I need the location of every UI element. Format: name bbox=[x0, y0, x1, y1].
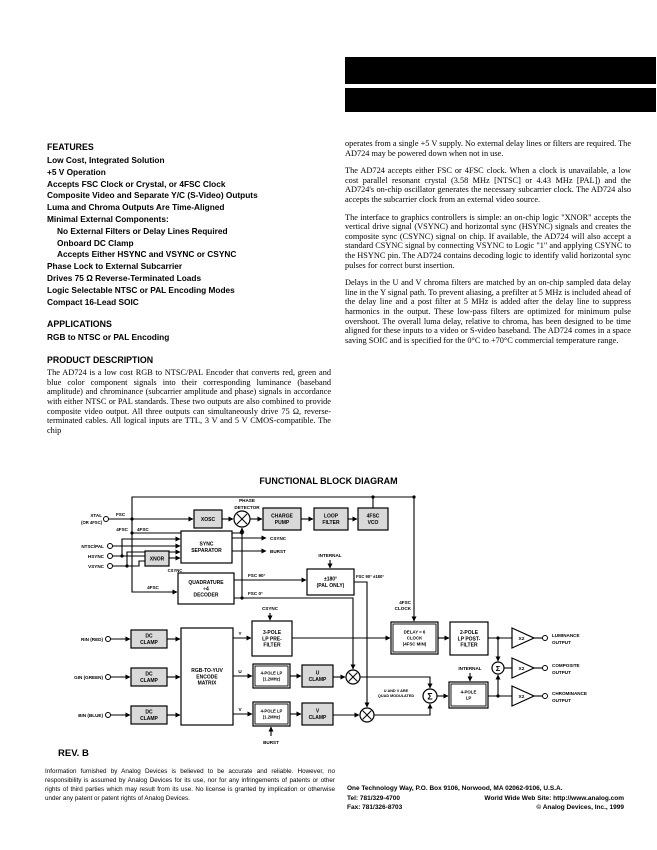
junction-dot bbox=[130, 517, 133, 520]
charge-pump-label: CHARGE bbox=[271, 513, 293, 520]
diagram-label: FSC bbox=[116, 512, 126, 517]
diagram-label: BIN (BLUE) bbox=[78, 713, 103, 718]
delay-line-label: CLOCK bbox=[406, 635, 423, 641]
pre-filter-label: 3-POLE bbox=[262, 629, 282, 636]
sync-separator-label: SEPARATOR bbox=[191, 547, 222, 554]
pin-terminal bbox=[108, 564, 113, 569]
diagram-label: LUMINANCE bbox=[552, 633, 580, 638]
diagram-label: CSYNC bbox=[167, 568, 183, 573]
post-filter-label: FILTER bbox=[460, 642, 478, 649]
dc-clamp-g-label: CLAMP bbox=[140, 677, 158, 684]
address-block bbox=[347, 784, 624, 813]
diagram-label: GIN (GREEN) bbox=[74, 675, 103, 680]
pin-terminal bbox=[106, 713, 111, 718]
sync-separator-label: SYNC bbox=[199, 541, 214, 548]
junction-dot bbox=[371, 495, 374, 498]
list-item: No External Filters or Delay Lines Required bbox=[57, 225, 228, 236]
loop-filter-label: FILTER bbox=[322, 519, 340, 526]
pin-terminal bbox=[108, 544, 113, 549]
diagram-label: CLOCK bbox=[394, 606, 411, 611]
chroma-filter-label: LP bbox=[465, 695, 472, 701]
wire bbox=[374, 704, 430, 715]
luma-amp-gain-label: X2 bbox=[518, 636, 525, 642]
diagram-label: OUTPUT bbox=[552, 670, 571, 675]
u-filter-label: (1.2MHz) bbox=[262, 676, 281, 682]
delay-line-label: DELAY ≈ 6 bbox=[403, 629, 426, 635]
u-clamp-label: CLAMP bbox=[308, 676, 327, 683]
dc-clamp-b-label: CLAMP bbox=[140, 715, 158, 722]
diagram-label: HSYNC bbox=[87, 554, 104, 559]
vco-label: 4FSC bbox=[366, 513, 380, 520]
diagram-label: QUAD MODULATED bbox=[377, 694, 415, 698]
v-filter-label: (1.2MHz) bbox=[262, 714, 281, 720]
diagram-label: INTERNAL bbox=[458, 666, 482, 671]
quad-decoder-label: DECODER bbox=[193, 592, 219, 599]
junction-dot bbox=[125, 564, 128, 567]
diagram-label: XTAL bbox=[90, 513, 102, 518]
applications-heading: APPLICATIONS bbox=[47, 319, 112, 330]
fax: Fax: 781/326-8703 bbox=[347, 804, 403, 812]
product-description-heading: PRODUCT DESCRIPTION bbox=[47, 355, 154, 366]
list-item: Compact 16-Lead SOIC bbox=[47, 296, 139, 307]
telephone: Tel: 781/329-4700 bbox=[347, 794, 400, 802]
diagram-label: FSC 90° bbox=[248, 573, 266, 578]
junction-dot bbox=[412, 495, 415, 498]
delay-line-label: (4FSC MIN) bbox=[402, 641, 427, 647]
composite-sum-sigma: Σ bbox=[495, 664, 501, 673]
diagram-label: OUTPUT bbox=[552, 640, 571, 645]
encode-matrix-label: RGB-TO-YUV bbox=[191, 667, 223, 674]
loop-filter-label: LOOP bbox=[323, 513, 339, 520]
post-filter-label: LP POST- bbox=[457, 636, 481, 643]
list-item: Drives 75 Ω Reverse-Terminated Loads bbox=[47, 272, 202, 283]
v-filter-label: 4-POLE LP bbox=[260, 708, 283, 714]
list-item: Logic Selectable NTSC or PAL Encoding Modes bbox=[47, 284, 235, 295]
diagram-label: FSC 0° bbox=[248, 591, 263, 596]
junction-dot bbox=[496, 694, 499, 697]
dc-clamp-r-label: DC bbox=[145, 633, 153, 640]
diagram-label: RIN (RED) bbox=[81, 637, 103, 642]
u-filter-label: 4-POLE LP bbox=[260, 670, 283, 676]
list-item: Luma and Chroma Outputs Are Time-Aligned bbox=[47, 202, 225, 213]
diagram-label: DETECTOR bbox=[234, 505, 260, 510]
diagram-label: 4FSC bbox=[399, 600, 411, 605]
pal-switch-label: ±180° bbox=[323, 576, 338, 583]
pin-terminal bbox=[543, 636, 548, 641]
charge-pump-label: PUMP bbox=[274, 519, 290, 526]
website: World Wide Web Site: http://www.analog.com bbox=[484, 794, 624, 802]
diagram-label: CSYNC bbox=[270, 536, 287, 541]
diagram-label: BURST bbox=[263, 740, 279, 745]
chroma-amp-gain-label: X2 bbox=[518, 694, 525, 700]
wire bbox=[354, 582, 367, 707]
pal-switch-label: (PAL ONLY) bbox=[316, 582, 345, 589]
pin-terminal bbox=[104, 517, 109, 522]
description-paragraph: The interface to graphics controllers is simple: an on-chip logic "XNOR" accepts the vertical drive signal (VSYNC) and horizontal sync (HSYNC) signals and creates the composite sync (CSYNC) signal on chip. If available, the AD724 will also accept a standard CSYNC signal by connecting VSYNC to Logic "1" and applying CSYNC to the HSYNC pin. The AD724 contains decoding logic to identify valid horizontal sync pulses for correct burst insertion. bbox=[345, 212, 631, 270]
list-item: Onboard DC Clamp bbox=[57, 237, 134, 248]
pre-filter-label: LP PRE- bbox=[262, 636, 282, 643]
copyright: © Analog Devices, Inc., 1999 bbox=[536, 804, 624, 812]
xnor-label: XNOR bbox=[149, 556, 165, 563]
list-item: Phase Lock to External Subcarrier bbox=[47, 261, 183, 272]
pin-terminal bbox=[106, 637, 111, 642]
wire bbox=[360, 677, 430, 688]
diagram-label: U AND V ARE bbox=[383, 689, 409, 693]
dc-clamp-r-label: CLAMP bbox=[140, 639, 158, 646]
v-clamp-label: CLAMP bbox=[308, 714, 327, 721]
quad-decoder-label: ÷4 bbox=[203, 586, 209, 593]
diagram-label: OUTPUT bbox=[552, 698, 571, 703]
diagram-heading: FUNCTIONAL BLOCK DIAGRAM bbox=[259, 476, 398, 486]
description-paragraph: The AD724 accepts either FSC or 4FSC clock. When a clock is unavailable, a low cost parallel resonant crystal (3.58 MHz [NTSC] or 4.43 MHz [PAL]) and the AD724's on-chip oscillator generates the necessary subcarrier clock. The AD724 also accepts the subcarrier clock from an external video source. bbox=[345, 166, 631, 204]
revision-label: REV. B bbox=[58, 748, 89, 759]
address-line: One Technology Way, P.O. Box 9106, Norwood, MA 02062-9106, U.S.A. bbox=[347, 785, 563, 792]
encode-matrix-label: ENCODE bbox=[196, 674, 218, 681]
list-item: Minimal External Components: bbox=[47, 213, 169, 224]
diagram-label: FSC 90° ±180° bbox=[356, 574, 384, 579]
list-item: Accepts Either HSYNC and VSYNC or CSYNC bbox=[57, 249, 237, 260]
junction-dot bbox=[496, 636, 499, 639]
u-clamp-label: U bbox=[315, 670, 320, 677]
v-clamp-label: V bbox=[315, 708, 320, 715]
diagram-label: 4FSC bbox=[137, 527, 149, 532]
list-item: Composite Video and Separate Y/C (S-Video) Outputs bbox=[47, 190, 258, 201]
diagram-label: Y bbox=[238, 631, 242, 636]
junction-dot bbox=[130, 531, 133, 534]
vco-label: VCO bbox=[367, 519, 379, 526]
legal-disclaimer: Information furnished by Analog Devices is believed to be accurate and reliable. However, no responsibility is assumed by Analog Devices for its use, nor for any infringements of patents or other rights of third parties which may result from its use. No license is granted by implication or otherwise under any patent or patent rights of Analog Devices. bbox=[45, 768, 335, 802]
diagram-label: CHROMINANCE bbox=[552, 691, 587, 696]
xosc-label: XOSC bbox=[200, 516, 216, 523]
diagram-label: PHASE bbox=[239, 498, 255, 503]
diagram-label: INTERNAL bbox=[318, 553, 342, 558]
diagram-label: COMPOSITE bbox=[552, 663, 580, 668]
diagram-label: (OR 4FSC) bbox=[81, 520, 102, 525]
list-item: +5 V Operation bbox=[47, 166, 106, 177]
pin-terminal bbox=[543, 694, 548, 699]
diagram-label: BURST bbox=[270, 549, 286, 554]
dc-clamp-g-label: DC bbox=[145, 671, 153, 678]
quad-decoder-label: QUADRATURE bbox=[188, 579, 224, 586]
pre-filter-label: FILTER bbox=[263, 642, 281, 649]
post-filter-label: 2-POLE bbox=[459, 629, 479, 636]
list-item: RGB to NTSC or PAL Encoding bbox=[47, 332, 170, 343]
composite-amp-gain-label: X2 bbox=[518, 666, 525, 672]
junction-dot bbox=[240, 531, 243, 534]
description-paragraph: The AD724 is a low cost RGB to NTSC/PAL Encoder that converts red, green and blue color component signals into their corresponding luminance (baseband amplitude) and chrominance (subcarrier amplitude and phase) signals in accordance with either NTSC or PAL standards. These two outputs are also combined to provide composite video output. All three outputs can simultaneously drive 75 Ω, reverse-terminated cables. All logical inputs are TTL, 3 V and 5 V CMOS-compatible. The chip bbox=[47, 368, 331, 435]
list-item: Low Cost, Integrated Solution bbox=[47, 155, 165, 165]
diagram-label: VSYNC bbox=[88, 564, 104, 569]
list-item: Accepts FSC Clock or Crystal, or 4FSC Clock bbox=[47, 178, 226, 189]
pin-terminal bbox=[543, 666, 548, 671]
pin-terminal bbox=[106, 675, 111, 680]
dc-clamp-b-label: DC bbox=[145, 709, 153, 716]
junction-dot bbox=[120, 554, 123, 557]
diagram-label: CSYNC bbox=[261, 606, 279, 611]
diagram-label: V bbox=[238, 707, 242, 712]
chroma-filter-label: 4-POLE bbox=[460, 689, 477, 695]
junction-dot bbox=[240, 596, 243, 599]
wire bbox=[113, 561, 146, 566]
encode-matrix-label: MATRIX bbox=[197, 680, 217, 687]
chroma-sum-sigma: Σ bbox=[427, 691, 433, 702]
diagram-label: NTSC/PAL bbox=[81, 544, 104, 549]
features-heading: FEATURES bbox=[47, 142, 94, 152]
description-paragraph: Delays in the U and V chroma filters are matched by an on-chip sampled data delay line in the Y signal path. To prevent aliasing, a prefilter at 5 MHz is included ahead of the delay line and a post filter at 5 MHz is added after the delay line to suppress harmonics in the output. These low-pass filters are optimized for minimum pulse overshoot. The overall luma delay, relative to chroma, has been designed to be time aligned for these inputs to a video or S-video baseband. The AD724 comes in a space saving SOIC and is specified for the 0°C to +70°C commercial temperature range. bbox=[345, 278, 631, 345]
diagram-label: U bbox=[238, 669, 242, 674]
pin-terminal bbox=[108, 554, 113, 559]
diagram-label: 4FSC bbox=[147, 585, 159, 590]
description-paragraph: operates from a single +5 V supply. No external delay lines or filters are required. The AD724 may be powered down when not in use. bbox=[345, 139, 631, 158]
diagram-label: 4FSC bbox=[116, 527, 128, 532]
